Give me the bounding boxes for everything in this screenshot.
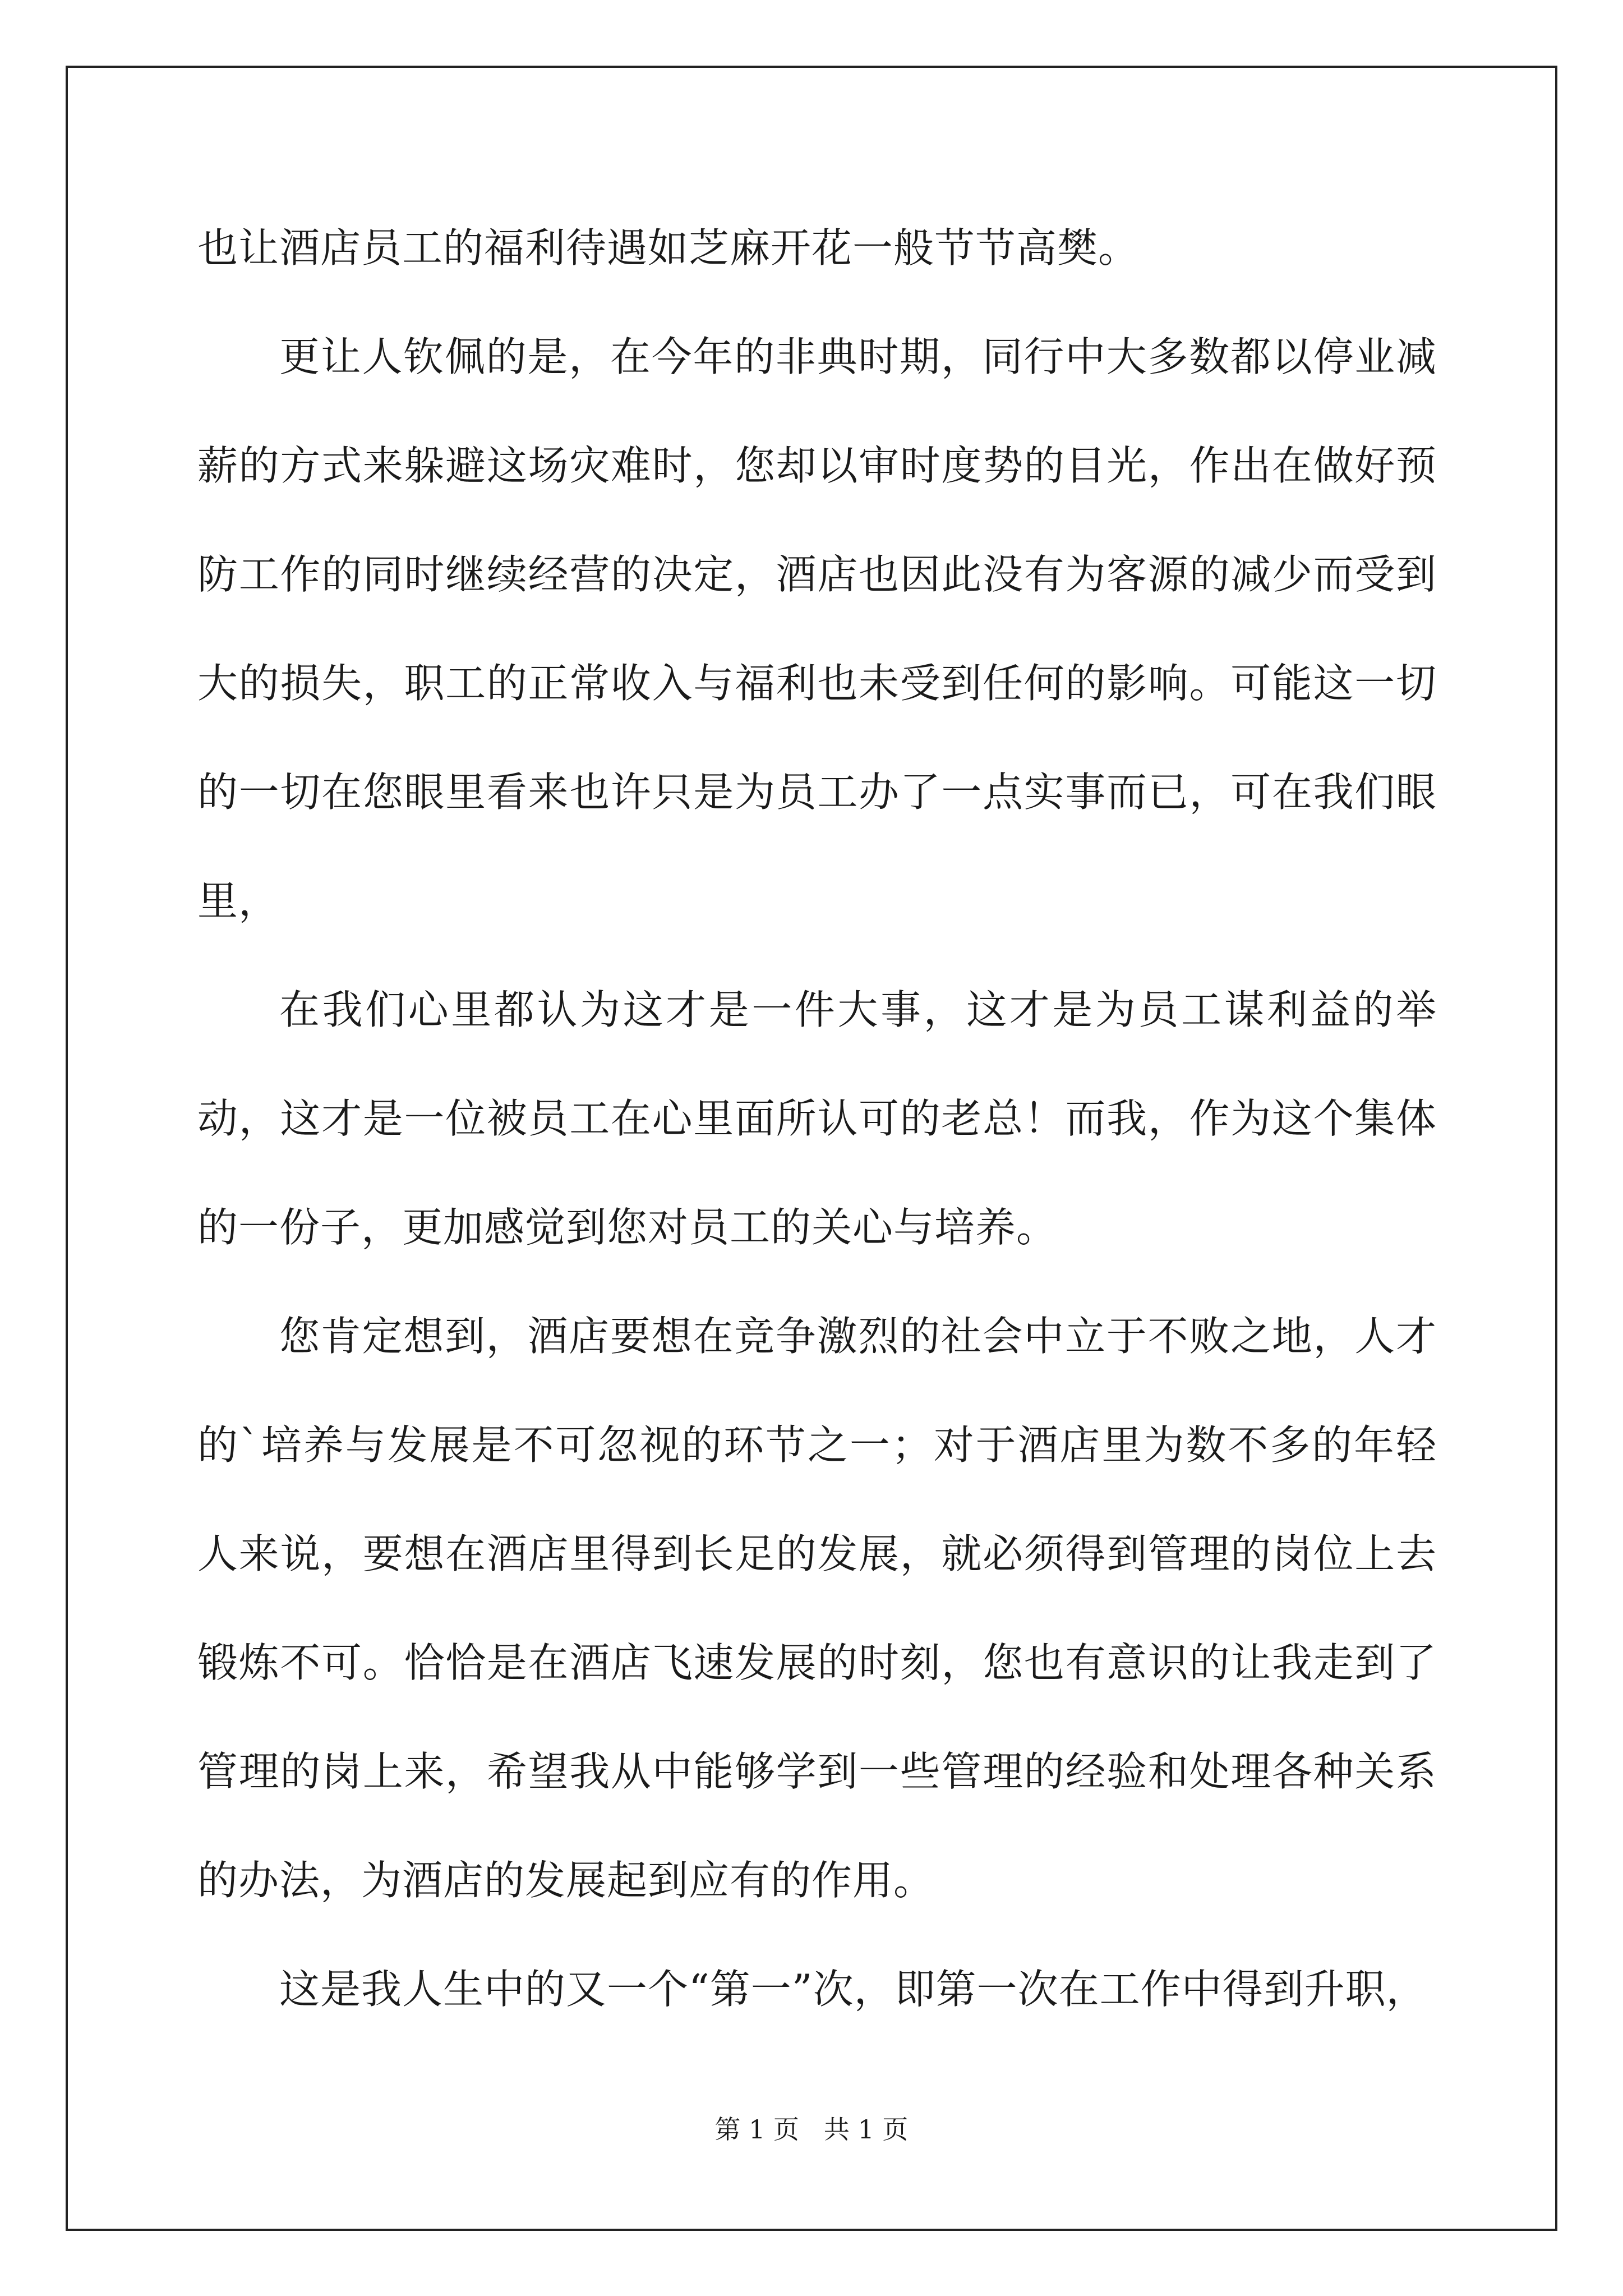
paragraph-4: 您肯定想到，酒店要想在竞争激烈的社会中立于不败之地，人才的`培养与发展是不可忽视的环节之一；对于酒店里为数不多的年轻人来说，要想在酒店里得到长足的发展，就必须得到管理的岗位上去锻炼不可。恰恰是在酒店飞速发展的时刻，您也有意识的让我走到了管理的岗上来，希望我从中能够学到一些管理的经验和处理各种关系的办法，为酒店的发展起到应有的作用。 (197, 1313, 1437, 1904)
paragraph-1: 也让酒店员工的福利待遇如芝麻开花一般节节高樊。 (197, 224, 1140, 272)
paragraph-5: 这是我人生中的又一个“第一”次，即第一次在工作中得到升职， (279, 1966, 1427, 2013)
document-body (197, 194, 1437, 2044)
paragraph-2: 更让人钦佩的是，在今年的非典时期，同行中大多数都以停业减薪的方式来躲避这场灾难时，您却以审时度势的目光，作出在做好预防工作的同时继续经营的决定，酒店也因此没有为客源的减少而受到大的损失，职工的正常收入与福利也未受到任何的影响。可能这一切的一切在您眼里看来也许只是为员工办了一点实事而已，可在我们眼里， (197, 333, 1437, 924)
paragraph-3: 在我们心里都认为这才是一件大事，这才是为员工谋利益的举动，这才是一位被员工在心里面所认可的老总！而我，作为这个集体的一份子，更加感觉到您对员工的关心与培养。 (197, 986, 1437, 1251)
page-footer: 第 1 页 共 1 页 (714, 2114, 909, 2145)
